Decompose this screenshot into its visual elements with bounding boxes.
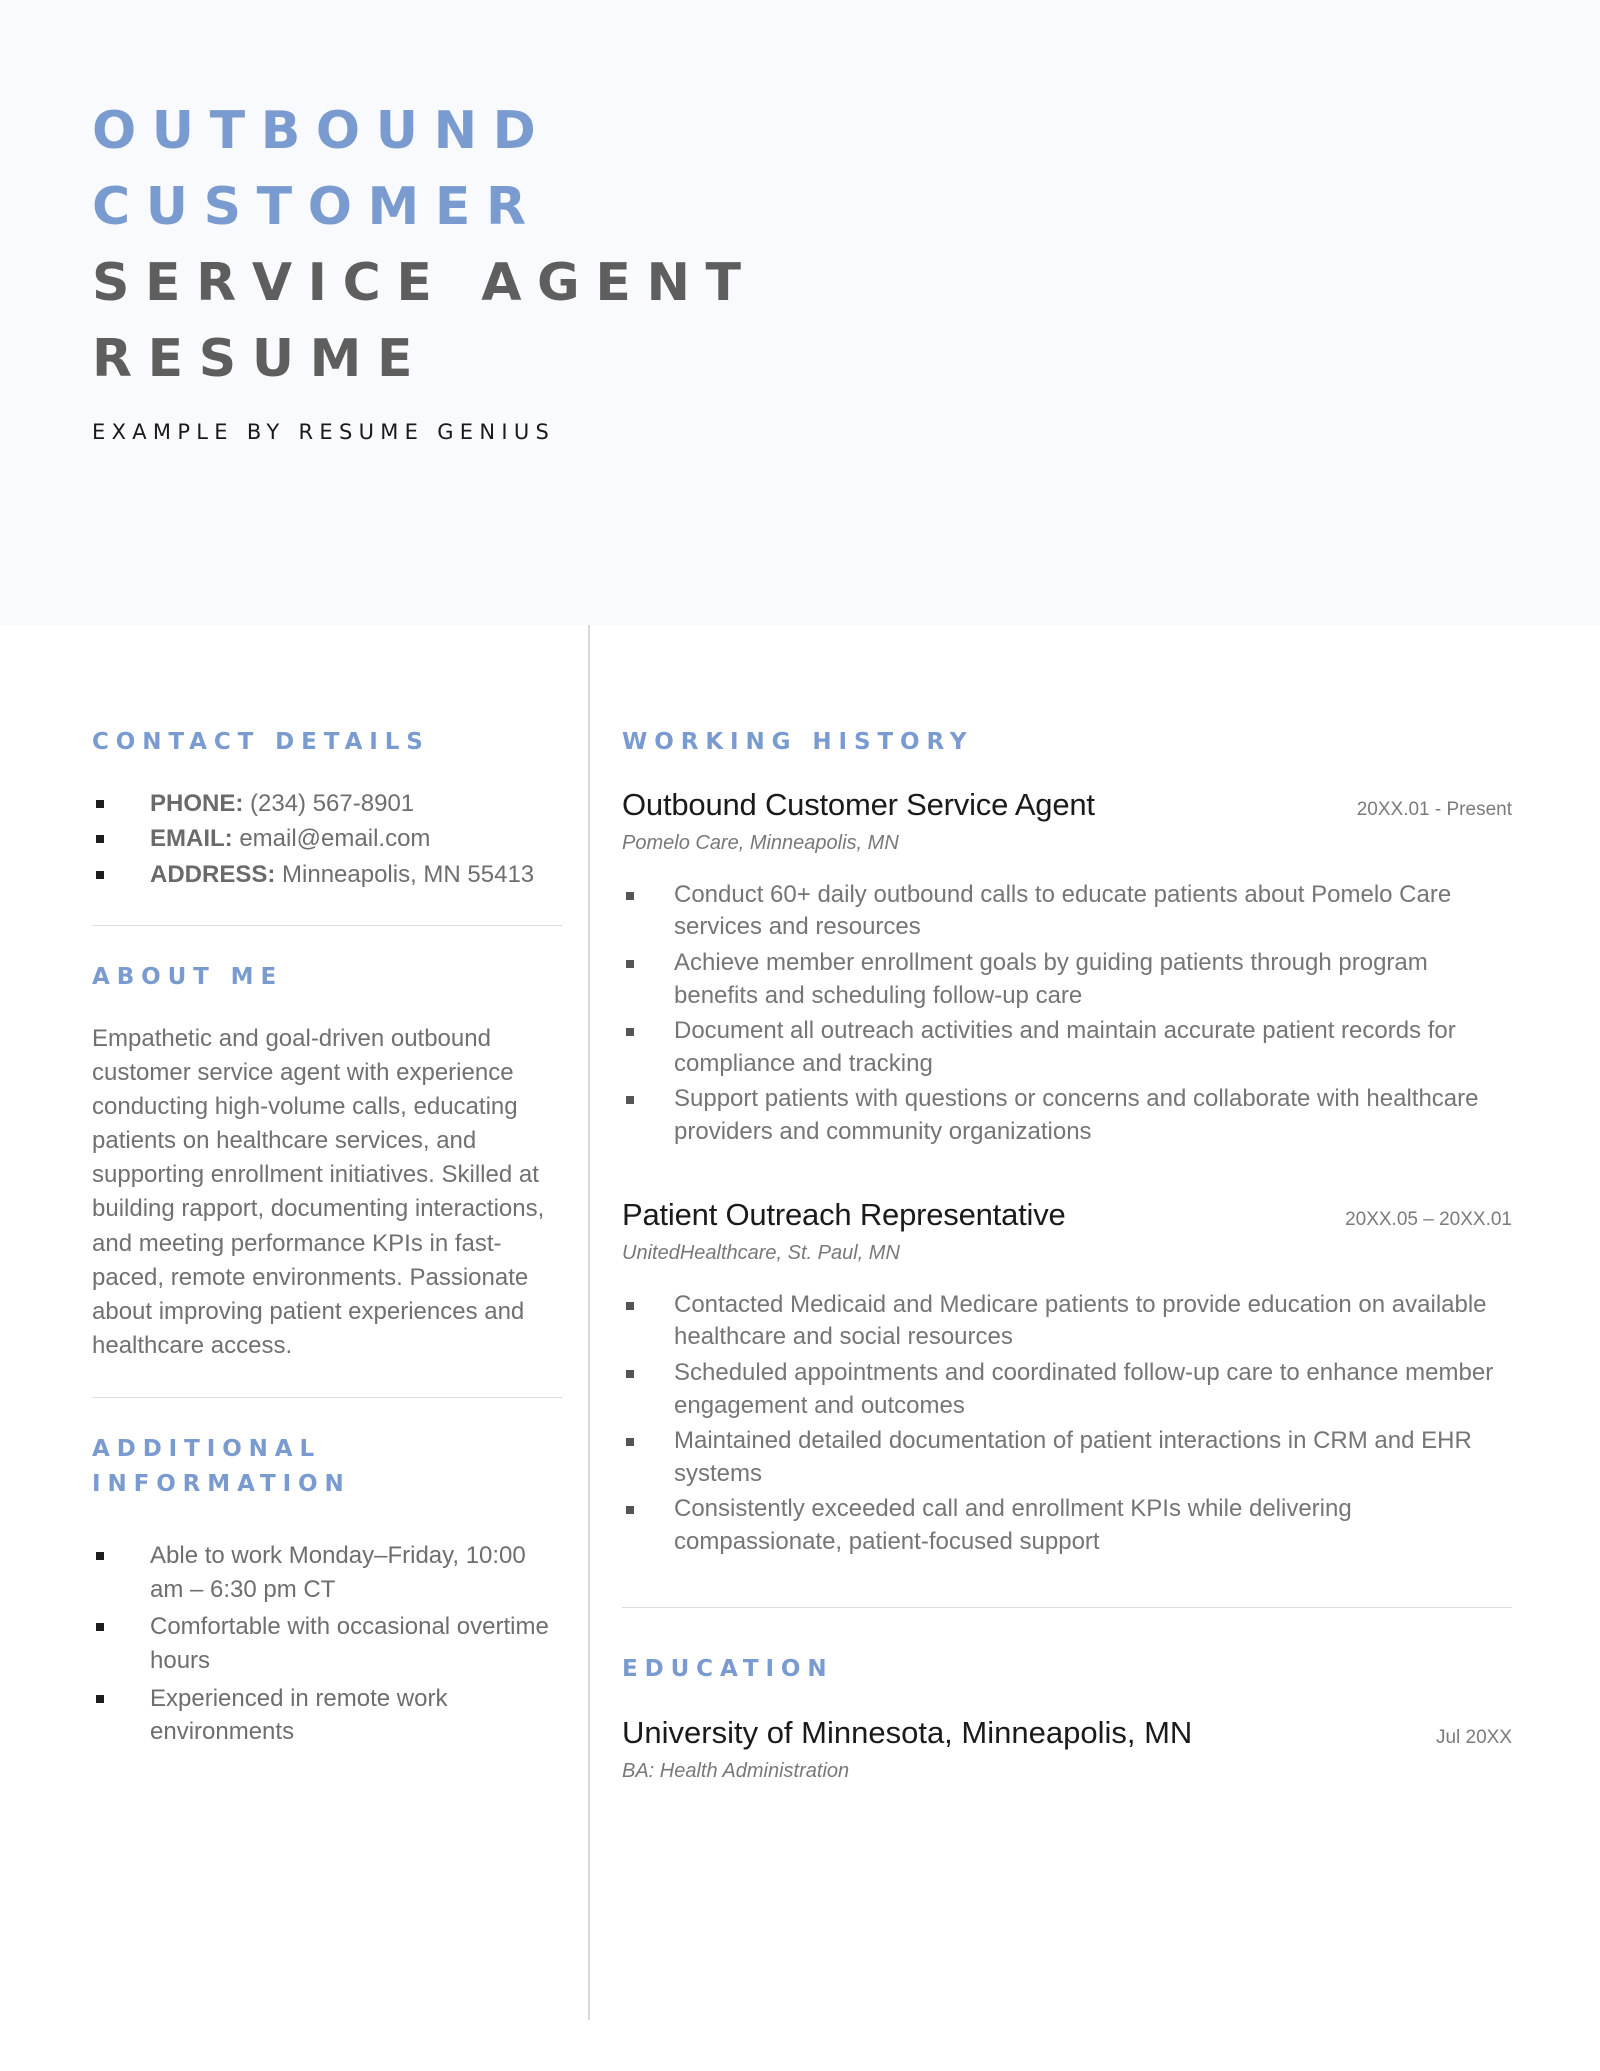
contact-label-email: EMAIL: <box>150 825 233 853</box>
list-item <box>92 858 562 892</box>
section-working-history <box>622 725 1512 1559</box>
section-additional-information <box>92 1432 562 1749</box>
list-item: Able to work Monday–Friday, 10:00 am – 6:30 pm CT <box>92 1539 562 1606</box>
contact-value-phone: (234) 567-8901 <box>250 789 415 817</box>
sidebar-column <box>92 725 562 1753</box>
job-title: Outbound Customer Service Agent <box>622 786 1095 822</box>
contact-value-address: Minneapolis, MN 55413 <box>282 860 535 888</box>
main-divider-1 <box>622 1607 1512 1608</box>
list-item <box>92 787 562 821</box>
list-item: Maintained detailed documentation of patient interactions in CRM and EHR systems <box>622 1425 1512 1490</box>
section-heading-education: EDUCATION <box>622 1655 834 1682</box>
title-line-service-agent: SERVICE AGENT <box>92 252 757 313</box>
list-item: Experienced in remote work environments <box>92 1682 562 1749</box>
section-about-me <box>92 960 562 1362</box>
title-line-resume: RESUME <box>92 328 429 389</box>
education-degree: BA: Health Administration <box>622 1760 850 1783</box>
work-entry-header <box>622 787 1512 823</box>
page-subtitle: EXAMPLE BY RESUME GENIUS <box>92 419 556 444</box>
job-bullet-list <box>622 879 1512 1149</box>
work-entry <box>622 787 1512 1149</box>
about-me-text: Empathetic and goal-driven outbound customer service agent with experience conducting high-volume calls, educating patients on healthcare services, and supporting enrollment initiatives. Skilled at building rapport, documenting interactions, and meeting performance KPIs in fast-paced, remote environments. Passionate about improving patient experiences and healthcare access. <box>92 1025 545 1359</box>
job-company: UnitedHealthcare, St. Paul, MN <box>622 1241 900 1264</box>
list-item: Achieve member enrollment goals by guiding patients through program benefits and scheduling follow-up care <box>622 947 1512 1012</box>
education-school: University of Minnesota, Minneapolis, MN <box>622 1715 1193 1751</box>
section-heading-additional-line-1: ADDITIONAL <box>92 1435 322 1462</box>
section-heading-working-history: WORKING HISTORY <box>622 729 974 755</box>
header-banner <box>0 0 1600 625</box>
job-date: 20XX.01 - Present <box>1356 798 1512 820</box>
list-item: Consistently exceeded call and enrollment KPIs while delivering compassionate, patient-focused support <box>622 1493 1512 1558</box>
section-contact-details <box>92 725 562 891</box>
contact-list <box>92 787 562 892</box>
list-item <box>92 822 562 856</box>
section-heading-contact-details: CONTACT DETAILS <box>92 729 430 755</box>
resume-body <box>0 625 1600 2071</box>
list-item: Scheduled appointments and coordinated follow-up care to enhance member engagement and outcomes <box>622 1357 1512 1422</box>
list-item: Support patients with questions or concerns and collaborate with healthcare providers and community organizations <box>622 1083 1512 1148</box>
title-line-outbound: OUTBOUND <box>92 101 552 161</box>
job-date: 20XX.05 – 20XX.01 <box>1345 1208 1512 1230</box>
title-line-customer: CUSTOMER <box>92 176 542 237</box>
list-item: Contacted Medicaid and Medicare patients to provide education on available healthcare and social resources <box>622 1289 1512 1354</box>
job-bullet-list <box>622 1289 1512 1559</box>
sidebar-divider-1 <box>92 925 562 926</box>
job-title: Patient Outreach Representative <box>622 1196 1066 1232</box>
main-column <box>622 725 1512 1783</box>
section-heading-additional-line-2: INFORMATION <box>92 1471 351 1498</box>
work-entry-header <box>622 1197 1512 1233</box>
section-education <box>622 1652 1512 1784</box>
additional-information-list <box>92 1539 562 1749</box>
sidebar-divider-2 <box>92 1397 562 1398</box>
work-entry <box>622 1197 1512 1559</box>
education-date: Jul 20XX <box>1435 1727 1512 1749</box>
list-item: Document all outreach activities and maintain accurate patient records for compliance and tracking <box>622 1015 1512 1080</box>
section-heading-about-me: ABOUT ME <box>92 964 284 991</box>
education-entry-header <box>622 1715 1512 1751</box>
education-entry <box>622 1715 1512 1783</box>
job-company: Pomelo Care, Minneapolis, MN <box>622 831 899 854</box>
contact-label-phone: PHONE: <box>150 789 244 817</box>
column-divider <box>588 625 590 2020</box>
contact-label-address: ADDRESS: <box>150 860 276 888</box>
list-item: Conduct 60+ daily outbound calls to educate patients about Pomelo Care services and resources <box>622 879 1512 944</box>
contact-value-email: email@email.com <box>239 825 431 853</box>
page-title <box>92 94 1092 398</box>
list-item: Comfortable with occasional overtime hours <box>92 1610 562 1677</box>
